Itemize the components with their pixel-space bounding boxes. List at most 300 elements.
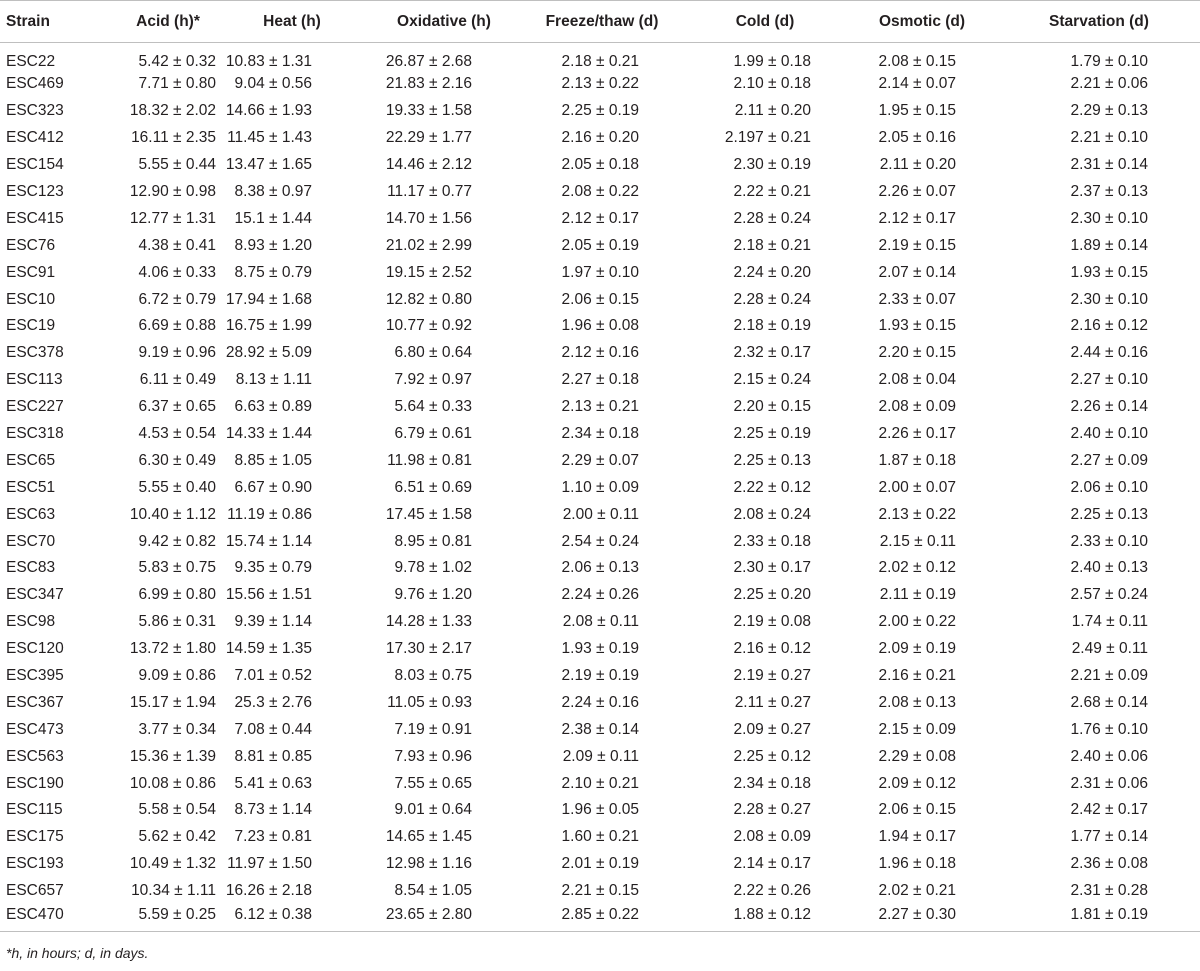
- value-cell: 2.19 ± 0.15: [878, 236, 956, 254]
- value-cell: 2.00 ± 0.22: [878, 613, 956, 631]
- value-cell: 21.02 ± 2.99: [385, 236, 472, 254]
- value-cell: 2.06 ± 0.13: [561, 559, 639, 577]
- strain-cell: ESC318: [6, 425, 64, 443]
- value-cell: 2.06 ± 0.15: [561, 290, 639, 308]
- value-cell: 2.42 ± 0.17: [1070, 801, 1148, 819]
- table-row: [0, 743, 1200, 770]
- value-cell: 2.25 ± 0.19: [733, 425, 811, 443]
- value-cell: 1.96 ± 0.05: [561, 801, 639, 819]
- value-cell: 6.72 ± 0.79: [138, 290, 216, 308]
- value-cell: 1.94 ± 0.17: [878, 828, 956, 846]
- value-cell: 2.24 ± 0.20: [733, 263, 811, 281]
- value-cell: 2.08 ± 0.11: [562, 613, 639, 631]
- value-cell: 2.13 ± 0.22: [878, 505, 956, 523]
- table-row: [0, 179, 1200, 206]
- value-cell: 6.11 ± 0.49: [139, 371, 216, 389]
- value-cell: 2.12 ± 0.17: [561, 209, 639, 227]
- value-cell: 5.59 ± 0.25: [120, 905, 216, 932]
- value-cell: 1.87 ± 0.18: [878, 451, 956, 469]
- value-cell: 6.51 ± 0.69: [394, 478, 472, 496]
- value-cell: 14.59 ± 1.35: [225, 640, 312, 658]
- value-cell: 6.37 ± 0.65: [138, 398, 216, 416]
- strain-cell: ESC657: [6, 882, 64, 900]
- value-cell: 2.68 ± 0.14: [1070, 693, 1148, 711]
- value-cell: 2.29 ± 0.08: [878, 747, 956, 765]
- column-header-acid: Acid (h)*: [120, 1, 216, 43]
- value-cell: 2.05 ± 0.16: [878, 129, 956, 147]
- strain-cell: ESC175: [6, 828, 64, 846]
- value-cell: 11.45 ± 1.43: [227, 129, 312, 147]
- value-cell: 2.00 ± 0.11: [562, 505, 639, 523]
- value-cell: 17.30 ± 2.17: [385, 640, 472, 658]
- value-cell: 2.26 ± 0.07: [878, 183, 956, 200]
- strain-cell: ESC51: [6, 478, 56, 496]
- value-cell: 28.92 ± 5.09: [225, 344, 312, 362]
- value-cell: 9.01 ± 0.64: [394, 801, 472, 819]
- value-cell: 2.30 ± 0.19: [733, 156, 811, 174]
- value-cell: 10.34 ± 1.11: [131, 882, 216, 900]
- strain-cell: ESC367: [6, 693, 64, 711]
- value-cell: 6.30 ± 0.49: [138, 451, 216, 469]
- table-row: [0, 609, 1200, 636]
- value-cell: 16.26 ± 2.18: [225, 882, 312, 900]
- value-cell: 11.19 ± 0.86: [227, 505, 312, 523]
- value-cell: 2.14 ± 0.07: [878, 75, 956, 93]
- value-cell: 2.15 ± 0.24: [733, 371, 811, 389]
- value-cell: 26.87 ± 2.68: [385, 53, 472, 70]
- value-cell: 2.25 ± 0.12: [733, 747, 811, 765]
- table-row: [0, 716, 1200, 743]
- value-cell: 2.00 ± 0.07: [878, 478, 956, 496]
- value-cell: 1.89 ± 0.14: [1070, 236, 1148, 254]
- value-cell: 5.55 ± 0.44: [138, 156, 216, 174]
- table-row: [0, 905, 1200, 932]
- value-cell: 2.22 ± 0.21: [733, 183, 811, 200]
- value-cell: 1.77 ± 0.14: [1070, 828, 1148, 846]
- value-cell: 21.83 ± 2.16: [385, 75, 472, 93]
- value-cell: 2.33 ± 0.10: [1070, 532, 1148, 550]
- value-cell: 2.13 ± 0.22: [561, 75, 639, 93]
- value-cell: 2.14 ± 0.17: [733, 855, 811, 873]
- value-cell: 2.21 ± 0.09: [1070, 667, 1148, 685]
- value-cell: 14.65 ± 1.45: [385, 828, 472, 846]
- value-cell: 2.30 ± 0.10: [1070, 209, 1148, 227]
- value-cell: 22.29 ± 1.77: [385, 129, 472, 147]
- value-cell: 6.63 ± 0.89: [234, 398, 312, 416]
- value-cell: 2.54 ± 0.24: [561, 532, 639, 550]
- value-cell: 3.77 ± 0.34: [138, 720, 216, 738]
- table-row: [0, 797, 1200, 824]
- value-cell: 2.16 ± 0.21: [878, 667, 956, 685]
- strain-cell: ESC70: [6, 532, 56, 550]
- value-cell: 19.15 ± 2.52: [385, 263, 472, 281]
- strain-cell: ESC395: [6, 667, 64, 685]
- value-cell: 1.88 ± 0.12: [684, 905, 846, 932]
- value-cell: 25.3 ± 2.76: [234, 693, 312, 711]
- value-cell: 1.76 ± 0.10: [1070, 720, 1148, 738]
- value-cell: 8.81 ± 0.85: [234, 747, 312, 765]
- table-footnote: *h, in hours; d, in days.: [6, 945, 149, 961]
- strain-cell: ESC63: [6, 505, 56, 523]
- value-cell: 16.75 ± 1.99: [225, 317, 312, 335]
- table-row: [0, 205, 1200, 232]
- table-row: [0, 125, 1200, 152]
- value-cell: 2.11 ± 0.19: [879, 586, 956, 604]
- value-cell: 6.12 ± 0.38: [216, 905, 368, 932]
- value-cell: 2.20 ± 0.15: [733, 398, 811, 416]
- value-cell: 2.06 ± 0.10: [1070, 478, 1148, 496]
- value-cell: 12.82 ± 0.80: [385, 290, 472, 308]
- value-cell: 6.99 ± 0.80: [138, 586, 216, 604]
- value-cell: 9.39 ± 1.14: [234, 613, 312, 631]
- value-cell: 17.94 ± 1.68: [225, 290, 312, 308]
- value-cell: 11.05 ± 0.93: [387, 693, 472, 711]
- strain-cell: ESC227: [6, 398, 64, 416]
- value-cell: 2.21 ± 0.10: [1070, 129, 1148, 147]
- value-cell: 2.30 ± 0.10: [1070, 290, 1148, 308]
- value-cell: 2.25 ± 0.20: [733, 586, 811, 604]
- value-cell: 2.01 ± 0.19: [561, 855, 639, 873]
- value-cell: 23.65 ± 2.80: [368, 905, 520, 932]
- table-row: [0, 286, 1200, 313]
- header-row: [0, 1, 1200, 43]
- strain-cell: ESC120: [6, 640, 64, 658]
- value-cell: 2.02 ± 0.21: [878, 882, 956, 900]
- value-cell: 6.80 ± 0.64: [394, 344, 472, 362]
- value-cell: 14.46 ± 2.12: [385, 156, 472, 174]
- value-cell: 2.05 ± 0.18: [561, 156, 639, 174]
- value-cell: 1.97 ± 0.10: [561, 263, 639, 281]
- value-cell: 2.19 ± 0.19: [561, 667, 639, 685]
- value-cell: 1.10 ± 0.09: [561, 478, 639, 496]
- strain-cell: ESC19: [6, 317, 56, 335]
- table-row: [0, 582, 1200, 609]
- value-cell: 4.38 ± 0.41: [138, 236, 216, 254]
- value-cell: 18.32 ± 2.02: [129, 102, 216, 120]
- value-cell: 7.01 ± 0.52: [234, 667, 312, 685]
- value-cell: 1.74 ± 0.11: [1071, 613, 1148, 631]
- table-row: [0, 447, 1200, 474]
- value-cell: 2.40 ± 0.10: [1070, 425, 1148, 443]
- value-cell: 2.49 ± 0.11: [1071, 640, 1148, 658]
- value-cell: 14.33 ± 1.44: [225, 425, 312, 443]
- table-row: [0, 340, 1200, 367]
- strain-cell: ESC193: [6, 855, 64, 873]
- value-cell: 5.55 ± 0.40: [138, 478, 216, 496]
- table-row: [0, 421, 1200, 448]
- table-row: [0, 98, 1200, 125]
- value-cell: 11.97 ± 1.50: [227, 855, 312, 873]
- value-cell: 1.96 ± 0.08: [561, 317, 639, 335]
- value-cell: 5.64 ± 0.33: [394, 398, 472, 416]
- value-cell: 9.04 ± 0.56: [234, 75, 312, 93]
- table-body: [0, 43, 1200, 932]
- strain-cell: ESC378: [6, 344, 64, 362]
- strain-cell: ESC22: [6, 53, 56, 70]
- value-cell: 1.93 ± 0.15: [878, 317, 956, 335]
- value-cell: 11.17 ± 0.77: [387, 183, 472, 200]
- value-cell: 2.28 ± 0.27: [733, 801, 811, 819]
- value-cell: 2.28 ± 0.24: [733, 290, 811, 308]
- value-cell: 2.26 ± 0.17: [878, 425, 956, 443]
- value-cell: 8.03 ± 0.75: [394, 667, 472, 685]
- value-cell: 2.05 ± 0.19: [561, 236, 639, 254]
- strain-cell: ESC123: [6, 183, 64, 200]
- table-row: [0, 689, 1200, 716]
- table-row: [0, 367, 1200, 394]
- table-row: [0, 878, 1200, 905]
- strain-cell: ESC91: [6, 263, 56, 281]
- value-cell: 8.13 ± 1.11: [235, 371, 312, 389]
- value-cell: 7.92 ± 0.97: [394, 371, 472, 389]
- strain-cell: ESC76: [6, 236, 56, 254]
- value-cell: 16.11 ± 2.35: [131, 129, 216, 147]
- value-cell: 2.10 ± 0.18: [733, 75, 811, 93]
- table-row: [0, 528, 1200, 555]
- value-cell: 8.93 ± 1.20: [234, 236, 312, 254]
- value-cell: 4.06 ± 0.33: [138, 263, 216, 281]
- value-cell: 2.16 ± 0.12: [1070, 317, 1148, 335]
- value-cell: 7.08 ± 0.44: [234, 720, 312, 738]
- value-cell: 2.22 ± 0.26: [733, 882, 811, 900]
- strain-cell: ESC323: [6, 102, 64, 120]
- value-cell: 2.27 ± 0.09: [1070, 451, 1148, 469]
- table-row: [0, 636, 1200, 663]
- value-cell: 2.12 ± 0.17: [878, 209, 956, 227]
- table-row: [0, 71, 1200, 98]
- value-cell: 8.73 ± 1.14: [234, 801, 312, 819]
- value-cell: 12.90 ± 0.98: [129, 183, 216, 200]
- strain-cell: ESC115: [6, 801, 63, 819]
- value-cell: 2.16 ± 0.12: [733, 640, 811, 658]
- table-row: [0, 770, 1200, 797]
- value-cell: 2.13 ± 0.21: [561, 398, 639, 416]
- value-cell: 5.42 ± 0.32: [138, 53, 216, 70]
- column-header-osmotic: Osmotic (d): [846, 1, 998, 43]
- value-cell: 2.31 ± 0.28: [1070, 882, 1148, 900]
- value-cell: 2.27 ± 0.10: [1070, 371, 1148, 389]
- table-header: [0, 1, 1200, 43]
- value-cell: 2.25 ± 0.13: [1070, 505, 1148, 523]
- value-cell: 2.11 ± 0.20: [734, 102, 811, 120]
- table-row: [0, 232, 1200, 259]
- value-cell: 10.40 ± 1.12: [129, 505, 216, 523]
- value-cell: 2.36 ± 0.08: [1070, 855, 1148, 873]
- value-cell: 2.06 ± 0.15: [878, 801, 956, 819]
- value-cell: 15.36 ± 1.39: [129, 747, 216, 765]
- value-cell: 9.09 ± 0.86: [138, 667, 216, 685]
- value-cell: 2.40 ± 0.13: [1070, 559, 1148, 577]
- value-cell: 2.22 ± 0.12: [733, 478, 811, 496]
- table-row: [0, 313, 1200, 340]
- column-header-heat: Heat (h): [216, 1, 368, 43]
- strain-cell: ESC65: [6, 451, 56, 469]
- value-cell: 2.29 ± 0.07: [561, 451, 639, 469]
- value-cell: 2.09 ± 0.27: [733, 720, 811, 738]
- table-row: [0, 501, 1200, 528]
- value-cell: 15.1 ± 1.44: [234, 209, 312, 227]
- value-cell: 2.26 ± 0.14: [1070, 398, 1148, 416]
- value-cell: 2.18 ± 0.21: [733, 236, 811, 254]
- value-cell: 9.42 ± 0.82: [138, 532, 216, 550]
- value-cell: 7.23 ± 0.81: [234, 828, 312, 846]
- value-cell: 2.07 ± 0.14: [878, 263, 956, 281]
- value-cell: 2.18 ± 0.21: [561, 53, 639, 70]
- value-cell: 1.60 ± 0.21: [561, 828, 639, 846]
- strain-cell: ESC154: [6, 156, 64, 174]
- value-cell: 2.08 ± 0.09: [878, 398, 956, 416]
- value-cell: 2.18 ± 0.19: [733, 317, 811, 335]
- value-cell: 8.38 ± 0.97: [234, 183, 312, 200]
- value-cell: 2.44 ± 0.16: [1070, 344, 1148, 362]
- value-cell: 1.79 ± 0.10: [1070, 53, 1148, 70]
- value-cell: 2.09 ± 0.12: [878, 774, 956, 792]
- column-header-starvation: Starvation (d): [998, 1, 1200, 43]
- value-cell: 2.08 ± 0.22: [561, 183, 639, 200]
- table-row: [0, 555, 1200, 582]
- value-cell: 2.20 ± 0.15: [878, 344, 956, 362]
- value-cell: 6.67 ± 0.90: [234, 478, 312, 496]
- value-cell: 13.72 ± 1.80: [129, 640, 216, 658]
- table-row: [0, 824, 1200, 851]
- value-cell: 2.85 ± 0.22: [520, 905, 684, 932]
- value-cell: 2.37 ± 0.13: [1070, 183, 1148, 200]
- table-row: [0, 259, 1200, 286]
- table-row: [0, 152, 1200, 179]
- strain-cell: ESC470: [0, 905, 120, 932]
- value-cell: 13.47 ± 1.65: [225, 156, 312, 174]
- value-cell: 7.19 ± 0.91: [394, 720, 472, 738]
- value-cell: 2.34 ± 0.18: [733, 774, 811, 792]
- value-cell: 2.24 ± 0.26: [561, 586, 639, 604]
- value-cell: 14.28 ± 1.33: [385, 613, 472, 631]
- value-cell: 2.25 ± 0.19: [561, 102, 639, 120]
- table-row: [0, 663, 1200, 690]
- value-cell: 2.08 ± 0.13: [878, 693, 956, 711]
- value-cell: 10.08 ± 0.86: [129, 774, 216, 792]
- strain-cell: ESC10: [6, 290, 56, 308]
- value-cell: 2.08 ± 0.09: [733, 828, 811, 846]
- value-cell: 7.93 ± 0.96: [394, 747, 472, 765]
- strain-cell: ESC190: [6, 774, 64, 792]
- strain-cell: ESC83: [6, 559, 56, 577]
- column-header-oxidative: Oxidative (h): [368, 1, 520, 43]
- value-cell: 2.32 ± 0.17: [733, 344, 811, 362]
- value-cell: 7.55 ± 0.65: [394, 774, 472, 792]
- value-cell: 8.54 ± 1.05: [394, 882, 472, 900]
- table-row: [0, 474, 1200, 501]
- value-cell: 19.33 ± 1.58: [385, 102, 472, 120]
- value-cell: 1.93 ± 0.15: [1070, 263, 1148, 281]
- value-cell: 10.77 ± 0.92: [385, 317, 472, 335]
- value-cell: 5.41 ± 0.63: [234, 774, 312, 792]
- strain-cell: ESC473: [6, 720, 64, 738]
- value-cell: 2.27 ± 0.30: [846, 905, 998, 932]
- strain-cell: ESC563: [6, 747, 64, 765]
- value-cell: 2.33 ± 0.18: [733, 532, 811, 550]
- value-cell: 2.09 ± 0.19: [878, 640, 956, 658]
- strain-cell: ESC347: [6, 586, 64, 604]
- value-cell: 6.69 ± 0.88: [138, 317, 216, 335]
- value-cell: 5.58 ± 0.54: [138, 801, 216, 819]
- value-cell: 9.35 ± 0.79: [234, 559, 312, 577]
- table-row: [0, 394, 1200, 421]
- column-header-strain: Strain: [0, 1, 120, 43]
- strain-cell: ESC415: [6, 209, 64, 227]
- value-cell: 11.98 ± 0.81: [387, 451, 472, 469]
- value-cell: 12.98 ± 1.16: [385, 855, 472, 873]
- value-cell: 10.49 ± 1.32: [129, 855, 216, 873]
- value-cell: 5.83 ± 0.75: [138, 559, 216, 577]
- value-cell: 9.78 ± 1.02: [394, 559, 472, 577]
- value-cell: 1.93 ± 0.19: [561, 640, 639, 658]
- value-cell: 2.38 ± 0.14: [561, 720, 639, 738]
- value-cell: 1.96 ± 0.18: [878, 855, 956, 873]
- table-row: [0, 851, 1200, 878]
- value-cell: 2.11 ± 0.27: [734, 693, 811, 711]
- value-cell: 2.30 ± 0.17: [733, 559, 811, 577]
- value-cell: 14.66 ± 1.93: [225, 102, 312, 120]
- value-cell: 2.24 ± 0.16: [561, 693, 639, 711]
- strain-cell: ESC98: [6, 613, 56, 631]
- strain-cell: ESC412: [6, 129, 64, 147]
- strain-cell: ESC113: [6, 371, 63, 389]
- value-cell: 2.57 ± 0.24: [1070, 586, 1148, 604]
- column-header-cold: Cold (d): [684, 1, 846, 43]
- value-cell: 2.33 ± 0.07: [878, 290, 956, 308]
- value-cell: 1.81 ± 0.19: [998, 905, 1200, 932]
- column-header-freeze-thaw: Freeze/thaw (d): [520, 1, 684, 43]
- value-cell: 7.71 ± 0.80: [138, 75, 216, 93]
- value-cell: 9.19 ± 0.96: [138, 344, 216, 362]
- value-cell: 2.34 ± 0.18: [561, 425, 639, 443]
- strain-cell: ESC469: [6, 75, 64, 93]
- value-cell: 15.56 ± 1.51: [225, 586, 312, 604]
- value-cell: 5.86 ± 0.31: [138, 613, 216, 631]
- value-cell: 8.85 ± 1.05: [234, 451, 312, 469]
- value-cell: 5.62 ± 0.42: [138, 828, 216, 846]
- value-cell: 2.21 ± 0.06: [1070, 75, 1148, 93]
- value-cell: 2.16 ± 0.20: [561, 129, 639, 147]
- value-cell: 8.95 ± 0.81: [394, 532, 472, 550]
- value-cell: 2.197 ± 0.21: [724, 129, 811, 147]
- value-cell: 2.11 ± 0.20: [879, 156, 956, 174]
- value-cell: 2.25 ± 0.13: [733, 451, 811, 469]
- value-cell: 15.17 ± 1.94: [129, 693, 216, 711]
- value-cell: 2.28 ± 0.24: [733, 209, 811, 227]
- value-cell: 2.21 ± 0.15: [561, 882, 639, 900]
- value-cell: 2.12 ± 0.16: [561, 344, 639, 362]
- value-cell: 1.95 ± 0.15: [878, 102, 956, 120]
- value-cell: 2.31 ± 0.06: [1070, 774, 1148, 792]
- value-cell: 2.31 ± 0.14: [1070, 156, 1148, 174]
- value-cell: 2.09 ± 0.11: [562, 747, 639, 765]
- value-cell: 1.99 ± 0.18: [733, 53, 811, 70]
- value-cell: 2.15 ± 0.09: [878, 720, 956, 738]
- value-cell: 2.19 ± 0.27: [733, 667, 811, 685]
- value-cell: 6.79 ± 0.61: [394, 425, 472, 443]
- value-cell: 2.40 ± 0.06: [1070, 747, 1148, 765]
- value-cell: 2.10 ± 0.21: [561, 774, 639, 792]
- value-cell: 2.02 ± 0.12: [878, 559, 956, 577]
- value-cell: 2.08 ± 0.04: [878, 371, 956, 389]
- value-cell: 8.75 ± 0.79: [234, 263, 312, 281]
- value-cell: 9.76 ± 1.20: [394, 586, 472, 604]
- value-cell: 12.77 ± 1.31: [129, 209, 216, 227]
- value-cell: 2.19 ± 0.08: [733, 613, 811, 631]
- value-cell: 10.83 ± 1.31: [225, 53, 312, 70]
- value-cell: 15.74 ± 1.14: [225, 532, 312, 550]
